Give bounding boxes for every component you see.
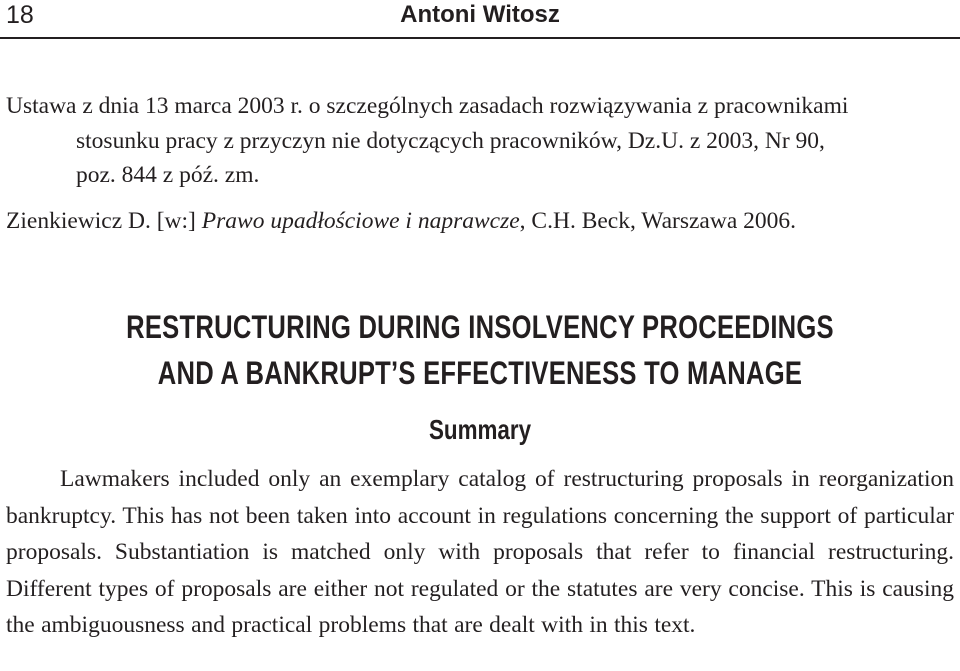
- article-title-line-2: AND A BANKRUPT’S EFFECTIVENESS TO MANAGE: [157, 355, 803, 391]
- reference-line: poz. 844 z póź. zm.: [76, 162, 260, 188]
- page-number: 18: [6, 1, 34, 29]
- reference-line: stosunku pracy z przyczyn nie dotyczących pracowników, Dz.U. z 2003, Nr 90,: [76, 127, 825, 154]
- reference-publisher: , C.H. Beck, Warszawa 2006.: [519, 208, 797, 234]
- article-title-line-1: RESTRUCTURING DURING INSOLVENCY PROCEEDINGS: [126, 309, 834, 345]
- article-title: [96, 304, 864, 396]
- reference-author: Zienkiewicz D. [w:]: [6, 208, 202, 234]
- reference-title: Prawo upadłościowe i naprawcze: [201, 208, 520, 234]
- reference-line: Ustawa z dnia 13 marca 2003 r. o szczególnych zasadach rozwiązywania z pracownikami: [6, 93, 849, 119]
- header-rule: [0, 37, 960, 39]
- reference-ustawa: [6, 89, 950, 193]
- summary-text: Lawmakers included only an exemplary catalog of restructuring proposals in reorganization bankruptcy. This has not been taken into account in regulations concerning the support of particular proposals. Substantiation is matched only with proposals that refer to financial restructuring. Different types of proposals are either not regulated or the statutes are very concise. This is causing the ambiguousness and practical problems that are dealt with in this text.: [6, 466, 954, 638]
- running-head: Antoni Witosz: [400, 1, 560, 28]
- summary-heading: Summary: [428, 414, 532, 445]
- reference-zienkiewicz: [6, 204, 950, 239]
